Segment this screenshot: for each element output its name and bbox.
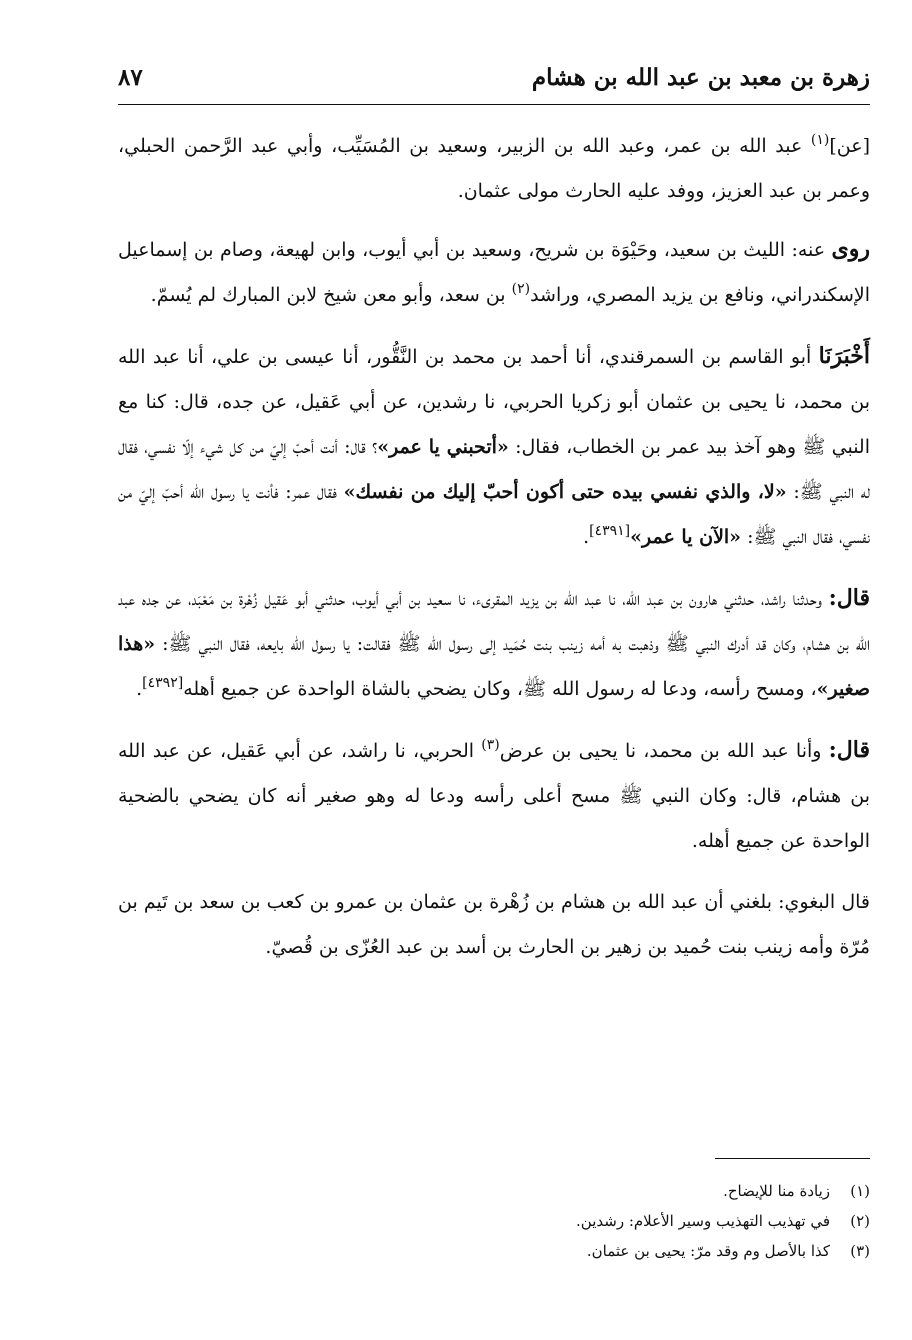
- text-run: فقال عمر: فأنت يا رسول الله أحبّ إليّ من نفسي، فقال النبي ﷺ:: [118, 481, 870, 548]
- paragraph: [118, 576, 870, 712]
- footnote-number: (٢): [850, 1212, 870, 1230]
- footnote-ref: [٤٣٩٢]: [142, 675, 184, 691]
- text-run: وأنا عبد الله بن محمد، نا يحيى بن عرض: [499, 740, 829, 762]
- footnote-number: (٣): [850, 1242, 870, 1260]
- emphasis-text: قال:: [828, 737, 870, 763]
- header-rule: [118, 104, 870, 105]
- text-run: عنه: الليث بن سعيد، وحَيْوَة بن شريح، وسعيد بن أبي أيوب، وابن لهيعة، وصام بن إسماعيل الإسكندراني، ونافع بن يزيد المصري، وراشد: [118, 239, 870, 306]
- text-run: أبو القاسم بن السمرقندي، أنا أحمد بن محمد بن النَّقُّور، أنا عيسى بن علي، أنا عبد الله بن محمد، نا يحيى بن عثمان أبو زكريا الحربي، نا رشدين، عن أبي عَقيل، عن جده، قال: كنا مع النبي ﷺ وهو آخذ بيد عمر بن الخطاب، فقال:: [118, 346, 870, 458]
- emphasis-text: «أتحبني يا عمر»: [377, 436, 509, 458]
- emphasis-text: أَخْبَرَنَا: [818, 343, 870, 369]
- running-header: [118, 60, 870, 104]
- footnote: [118, 1206, 870, 1236]
- emphasis-text: «الآن يا عمر»: [630, 526, 742, 548]
- text-run: ، ومسح رأسه، ودعا له رسول الله ﷺ، وكان يضحي بالشاة الواحدة عن جميع أهله: [183, 678, 817, 700]
- footnote-rule: [715, 1158, 870, 1159]
- emphasis-text: «لا، والذي نفسي بيده حتى أكون أحبّ إليك من نفسك»: [343, 481, 787, 503]
- footnote-number: (١): [850, 1182, 870, 1200]
- paragraph: [118, 334, 870, 560]
- paragraph: [118, 227, 870, 318]
- footnote-ref: [٤٣٩١]: [589, 523, 631, 539]
- text-run: الحربي، نا راشد، عن أبي عَقيل، عن عبد الله بن هشام، قال: وكان النبي ﷺ مسح أعلى رأسه ودعا له وهو صغير أنه كان يضحي بالضحية الواحدة عن جميع أهله.: [118, 740, 870, 852]
- paragraph: [118, 728, 870, 864]
- text-run: بن سعد، وأبو معن شيخ لابن المبارك لم يُسمّ.: [150, 284, 512, 306]
- text-run: [عن]: [829, 135, 870, 157]
- footnote-text: كذا بالأصل وم وقد مرّ: يحيى بن عثمان.: [586, 1242, 830, 1260]
- footnote: [118, 1176, 870, 1206]
- page-number: ٨٧: [118, 64, 143, 91]
- emphasis-text: روى: [831, 236, 870, 262]
- footnote-ref: (١): [810, 132, 830, 148]
- footnote: [118, 1236, 870, 1266]
- paragraph: [118, 880, 870, 970]
- emphasis-text: «هذا صغير»: [118, 633, 870, 700]
- footnote-text: زيادة منا للإيضاح.: [723, 1182, 830, 1200]
- footnote-ref: (٢): [511, 281, 531, 297]
- text-run: وحدثنا راشد، حدثني هارون بن عبد الله، نا عبد الله بن يزيد المقرىء، نا سعيد بن أبي أيوب، حدثني أبو عَقيل زُهْرة بن مَعْبَد، عن جده عبد الله بن هشام، وكان قد أدرك النبي ﷺ وذهبت به أمه زينب بنت حُمَيد إلى رسول الله ﷺ فقالت: يا رسول الله بايعه، فقال النبي ﷺ:: [118, 588, 870, 655]
- emphasis-text: قال:: [828, 585, 870, 611]
- footnotes: [118, 1176, 870, 1266]
- footnote-text: في تهذيب التهذيب وسير الأعلام: رشدين.: [576, 1212, 830, 1230]
- text-run: .: [583, 526, 590, 548]
- text-run: .: [136, 678, 143, 700]
- body-text: [118, 124, 870, 983]
- text-run: ؟ قال: أنت أحبّ إليّ من كل شيء إلّا نفسي، فقال له النبي ﷺ:: [118, 436, 870, 503]
- text-run: قال البغوي: بلغني أن عبد الله بن هشام بن زُهْرة بن عثمان بن عمرو بن كعب بن سعد بن تَيم بن مُرّة وأمه زينب بنت حُميد بن زهير بن الحارث بن أسد بن عبد العُزّى بن قُصيّ.: [118, 891, 870, 958]
- text-run: عبد الله بن عمر، وعبد الله بن الزبير، وسعيد بن المُسَيِّب، وأبي عبد الرَّحمن الحبلي، وعمر بن عبد العزيز، ووفد عليه الحارث مولى عثمان.: [118, 135, 870, 202]
- footnote-ref: (٣): [481, 737, 500, 753]
- paragraph: [118, 124, 870, 214]
- header-title: زهرة بن معبد بن عبد الله بن هشام: [531, 64, 870, 91]
